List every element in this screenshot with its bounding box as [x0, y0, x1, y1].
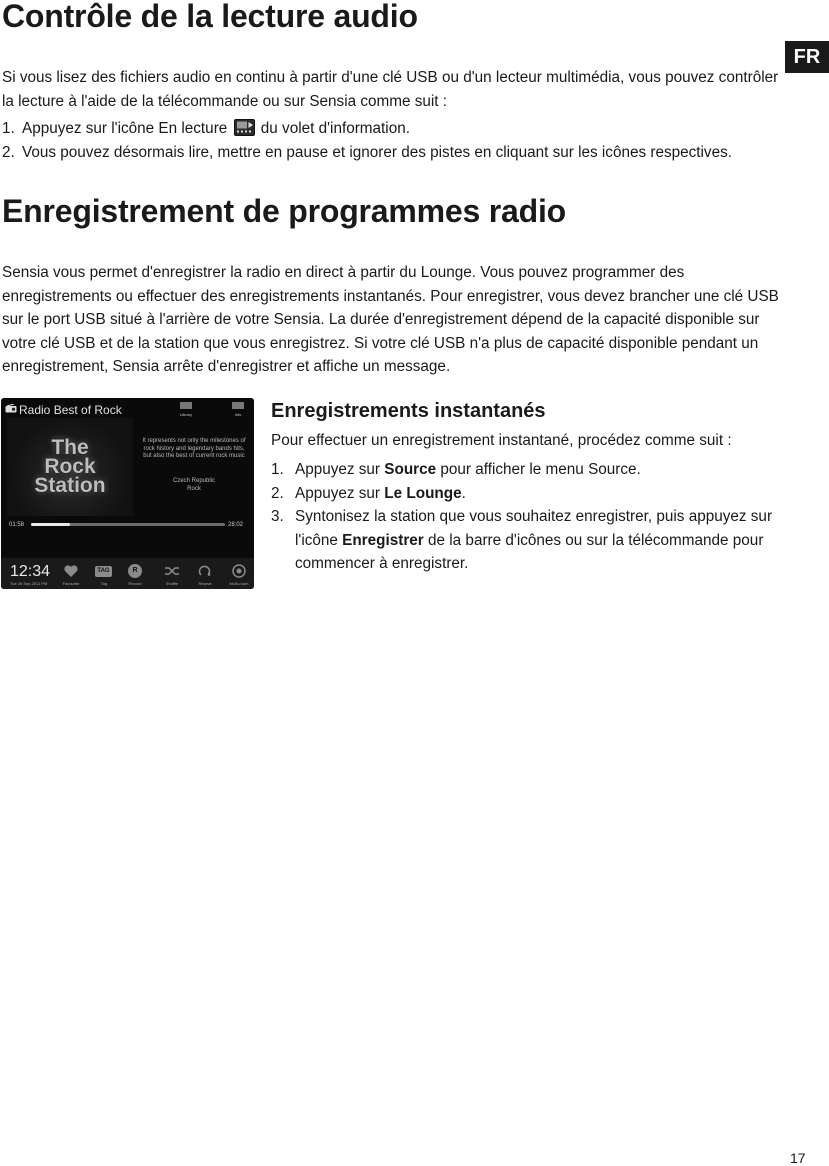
instant-recording-intro: Pour effectuer un enregistrement instantané, procédez comme suit : — [271, 432, 732, 449]
step-text-before: Appuyez sur — [295, 461, 385, 478]
step-text-before: Syntonisez la station que vous souhaitez enregistrer, puis appuyez sur l'icône — [295, 508, 773, 549]
step-keyword: Enregistrer — [342, 531, 424, 549]
page-number: 17 — [790, 1150, 806, 1166]
step-keyword: Source — [384, 461, 437, 478]
artwork-word: The — [51, 436, 89, 459]
multi-room-icon[interactable] — [232, 564, 246, 578]
now-playing-icon — [234, 119, 255, 136]
date-label: Tue 26 Sep 2011 PM — [10, 581, 48, 586]
multi-room-label: Multi-room — [229, 581, 249, 586]
shuffle-label: Shuffle — [165, 581, 179, 586]
shuffle-icon[interactable] — [164, 565, 180, 577]
device-screenshot — [1, 398, 254, 589]
elapsed-time: 01:58 — [9, 522, 25, 528]
instant-recording-steps — [271, 458, 811, 576]
subsection-title-instant-recording: Enregistrements instantanés — [271, 400, 546, 422]
station-artwork — [7, 418, 133, 516]
step-text-after: du volet d'information. — [260, 120, 410, 137]
radio-icon — [5, 404, 17, 413]
step-text-before: Appuyez sur l'icône En lecture — [22, 120, 228, 137]
audio-playback-steps — [2, 117, 802, 164]
step-text-after: pour afficher le menu Source. — [436, 461, 641, 478]
list-item — [271, 482, 811, 506]
info-label: Info — [234, 412, 242, 417]
station-genre: Rock — [187, 485, 201, 492]
audio-playback-intro: Si vous lisez des fichiers audio en continu à partir d'une clé USB ou d'un lecteur multimédia, vous pouvez contrôler la lecture à l'aide de la télécommande ou sur Sensia comme suit : — [2, 69, 779, 110]
list-number: 3. — [271, 508, 284, 525]
library-icon — [179, 401, 193, 410]
section-title-radio-recording: Enregistrement de programmes radio — [2, 193, 567, 229]
step-text-after: . — [461, 484, 466, 502]
progress-bar[interactable] — [31, 523, 225, 526]
tag-label: Tag — [100, 581, 108, 586]
artwork-word: Rock — [44, 455, 96, 478]
station-meta — [141, 478, 247, 493]
artwork-word: Station — [34, 474, 106, 497]
clock: 12:34 — [10, 563, 51, 580]
section-title-audio-playback: Contrôle de la lecture audio — [2, 0, 418, 34]
repeat-label: Repeat — [198, 581, 212, 586]
step-text-before: Appuyez sur — [295, 484, 385, 502]
list-number: 1. — [271, 461, 284, 478]
list-item — [2, 117, 802, 141]
station-country: Czech Republic — [172, 478, 216, 484]
list-item — [2, 141, 802, 165]
step-keyword: Le Lounge — [384, 484, 462, 502]
record-label: Record — [128, 581, 142, 586]
list-number: 2. — [271, 484, 284, 502]
heart-icon[interactable] — [64, 565, 78, 578]
radio-recording-body: Sensia vous permet d'enregistrer la radio en direct à partir du Lounge. Vous pouvez programmer des enregistrements ou effectuer des enregistrements instantanés. Pour enregistrer, vous devez brancher une clé USB sur le port USB situé à l'arrière de votre Sensia. La durée d'enregistrement dépend de la capacité disponible sur votre clé USB et de la station que vous enregistrez. Si votre clé USB n'a plus de capacité disponible pendant un enregistrement, Sensia arrête d'enregistrer et affiche un message. — [2, 264, 779, 375]
list-number: 2. — [2, 143, 15, 161]
total-time: 28:02 — [228, 522, 244, 528]
language-tab: FR — [785, 41, 829, 73]
favourite-label: Favourite — [62, 581, 80, 586]
progress-fill — [31, 523, 70, 526]
list-item — [271, 505, 811, 576]
step-text: Vous pouvez désormais lire, mettre en pause et ignorer des pistes en cliquant sur les icônes respectives. — [22, 143, 732, 161]
step-text-after: de la barre d'icônes ou sur la télécommande pour commencer à enregistrer. — [295, 531, 764, 572]
library-label: Library — [179, 412, 193, 417]
list-item — [271, 458, 811, 482]
repeat-icon[interactable] — [198, 564, 212, 578]
tag-icon[interactable]: TAG — [95, 566, 112, 577]
list-number: 1. — [2, 120, 15, 137]
station-description: It represents not only the milestones of rock history and legendary bands hits, but also the best of current rock music — [142, 438, 246, 459]
record-icon[interactable]: R — [128, 564, 142, 578]
info-icon — [231, 401, 245, 410]
station-name: Radio Best of Rock — [19, 403, 122, 417]
